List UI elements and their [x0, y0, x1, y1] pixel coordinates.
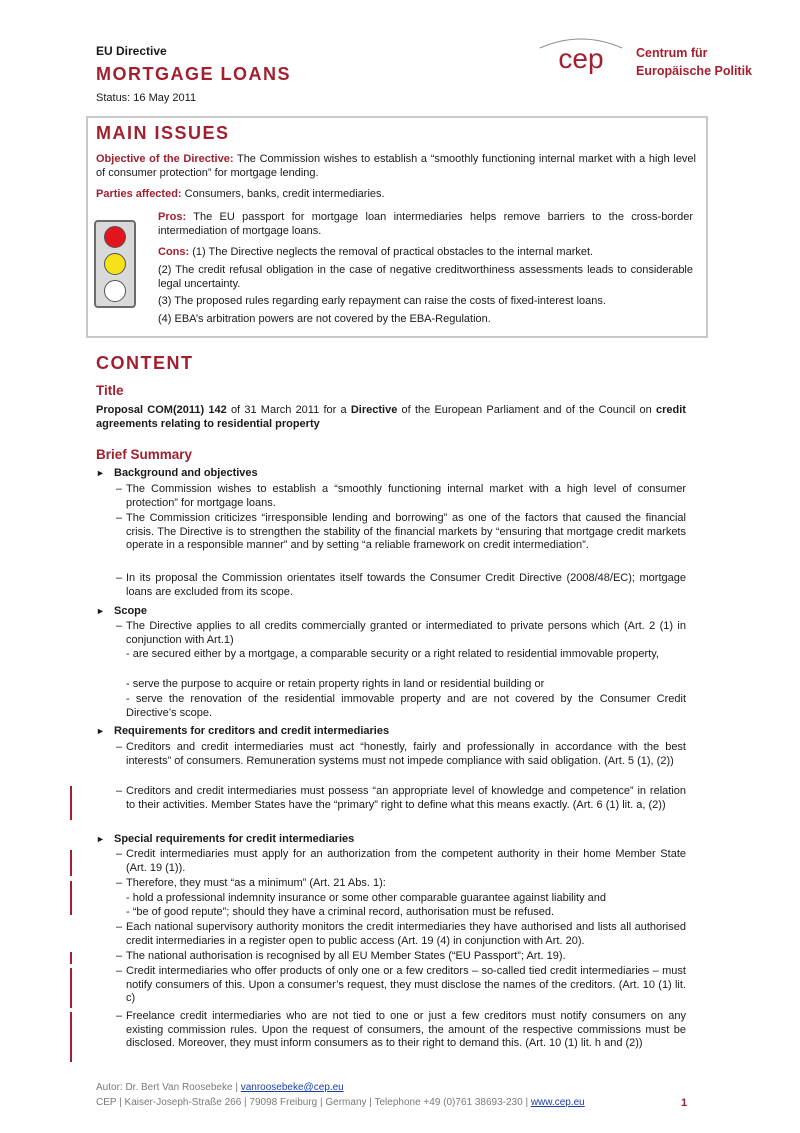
cons-2-paragraph: (2) The credit refusal obligation in the case of negative creditworthiness assessments leads to considerable legal uncertainty. — [158, 264, 693, 290]
pros-paragraph — [158, 211, 693, 238]
section-title: Special requirements for credit intermediaries — [114, 833, 355, 845]
section-title: Scope — [114, 605, 148, 617]
cons-1-paragraph — [158, 246, 693, 260]
triangle-bullet-icon: ► — [96, 834, 105, 844]
objective-paragraph — [96, 153, 696, 180]
org-line-1: Centrum für — [636, 46, 708, 60]
change-bar — [70, 952, 72, 964]
sub-list-item: - “be of good repute”; should they have a criminal record, authorisation must be refused. — [126, 906, 555, 918]
list-item: – The Directive applies to all credits commercially granted or intermediated to private persons which (Art. 2 (1) in conjunction with Art.1) — [116, 620, 686, 646]
sub-list-item: - serve the purpose to acquire or retain property rights in land or residential building or — [126, 678, 545, 690]
proposal-subject: credit agreements relating to residential property — [96, 404, 686, 430]
list-item: – The Commission wishes to establish a “smoothly functioning internal market with a high level of consumer protection” for mortgage loans. — [116, 483, 686, 509]
title-heading: Title — [96, 383, 124, 398]
list-item: – In its proposal the Commission orientates itself towards the Consumer Credit Directive (2008/48/EC); mortgage loans are excluded from its scope. — [116, 572, 686, 598]
change-bar — [70, 881, 72, 915]
organization-name — [636, 44, 752, 80]
section-title: Background and objectives — [114, 467, 258, 479]
list-item: – Each national supervisory authority monitors the credit intermediaries they have authorised and lists all authorised credit intermediaries in a register open to public access (Art. 19 (4) in conjunction with Art. 20). — [116, 921, 686, 947]
list-item: – Therefore, they must “as a minimum” (Art. 21 Abs. 1): — [116, 877, 386, 889]
objective-text: The Commission wishes to establish a “smoothly functioning internal market with a high level of consumer protection” for mortgage lending. — [96, 153, 696, 179]
change-bar — [70, 786, 72, 820]
proposal-number: Proposal COM(2011) 142 — [96, 404, 227, 416]
sub-list-item: - hold a professional indemnity insurance or some other comparable guarantee against liability and — [126, 892, 606, 904]
document-status: Status: 16 May 2011 — [96, 92, 197, 104]
parties-text: Consumers, banks, credit intermediaries. — [181, 188, 385, 200]
author-email-link[interactable]: vanroosebeke@cep.eu — [240, 1082, 344, 1093]
footer-author — [96, 1082, 344, 1093]
proposal-text-2: of the European Parliament and of the Council on — [397, 404, 657, 416]
author-text: Autor: Dr. Bert Van Roosebeke | — [96, 1082, 241, 1093]
sub-list-item: - are secured either by a mortgage, a comparable security or a right related to residential immovable property, — [126, 648, 659, 660]
sub-list-item: - serve the renovation of the residential immovable property and are not covered by the Consumer Credit Directive’s scope. — [126, 693, 686, 719]
parties-paragraph — [96, 188, 696, 202]
list-item: – The Commission criticizes “irresponsible lending and borrowing” as one of the factors that caused the financial crisis. The Directive is to strengthen the stability of the financial markets by “ensuring that mortgage credit markets operate in a responsible manner” and by setting “a reliable framework on credit intermediation”. — [116, 512, 686, 551]
traffic-light — [94, 220, 136, 308]
cons-1-text: (1) The Directive neglects the removal of practical obstacles to the internal market. — [189, 246, 594, 258]
list-item: – Credit intermediaries who offer products of only one or a few creditors – so-called tied credit intermediaries – must notify consumers of this. Upon a consumer’s request, they must disclose the names of the creditors. (Art. 10 (1) lit. c) — [116, 965, 686, 1004]
content-heading: CONTENT — [96, 353, 194, 373]
list-item: – Freelance credit intermediaries who are not tied to one or just a few creditors must notify consumers on any existing commission rules. Upon the request of consumers, the amount of the respective commissions must be disclosed. Moreover, they must inform consumers as to their right to demand this. (Art. 10 (1) lit. h and (2)) — [116, 1010, 686, 1049]
cons-label: Cons: — [158, 246, 190, 258]
list-item: – Creditors and credit intermediaries must possess “an appropriate level of knowledge and competence” in relation to their activities. Member States have the “primary” right to define what this means exactly. (Art. 6 (1) lit. a, (2)) — [116, 785, 686, 811]
white-light — [104, 280, 126, 302]
cons-4-paragraph: (4) EBA’s arbitration powers are not covered by the EBA-Regulation. — [158, 313, 491, 325]
footer-address — [96, 1097, 585, 1108]
parties-label: Parties affected: — [96, 188, 182, 200]
list-item: – The national authorisation is recognised by all EU Member States (“EU Passport”; Art. 19). — [116, 950, 566, 962]
brief-summary-heading: Brief Summary — [96, 447, 193, 462]
change-bar — [70, 968, 72, 1008]
document-type: EU Directive — [96, 44, 167, 58]
list-item: – Creditors and credit intermediaries must act “honestly, fairly and professionally in accordance with the best interests” of consumers. Remuneration systems must not impede compliance with said obligation. (Art. 5 (1), (2)) — [116, 741, 686, 767]
cons-3-paragraph: (3) The proposed rules regarding early repayment can raise the costs of fixed-interest loans. — [158, 295, 606, 307]
org-line-2: Europäische Politik — [636, 64, 753, 78]
pros-text: The EU passport for mortgage loan intermediaries helps remove barriers to the cross-border intermediation of mortgage loans. — [158, 211, 693, 237]
list-item: – Credit intermediaries must apply for an authorization from the competent authority in their home Member State (Art. 19 (1)). — [116, 848, 686, 874]
objective-label: Objective of the Directive: — [96, 153, 234, 165]
yellow-light — [104, 253, 126, 275]
change-bar — [70, 1012, 72, 1062]
triangle-bullet-icon: ► — [96, 468, 105, 478]
cep-logo — [536, 34, 626, 80]
address-text: CEP | Kaiser-Joseph-Straße 266 | 79098 Freiburg | Germany | Telephone +49 (0)761 38693-230 | — [96, 1097, 531, 1108]
website-link[interactable]: www.cep.eu — [530, 1097, 585, 1108]
logo-text: cep — [558, 43, 604, 74]
triangle-bullet-icon: ► — [96, 606, 105, 616]
pros-label: Pros: — [158, 211, 187, 223]
triangle-bullet-icon: ► — [96, 726, 105, 736]
main-issues-heading: MAIN ISSUES — [96, 123, 230, 143]
page-number: 1 — [681, 1097, 688, 1109]
proposal-text-1: of 31 March 2011 for a — [226, 404, 351, 416]
section-title: Requirements for creditors and credit intermediaries — [114, 725, 390, 737]
proposal-directive: Directive — [350, 404, 398, 416]
change-bar — [70, 850, 72, 876]
document-title: MORTGAGE LOANS — [96, 64, 291, 84]
red-light — [104, 226, 126, 248]
proposal-paragraph — [96, 404, 686, 431]
